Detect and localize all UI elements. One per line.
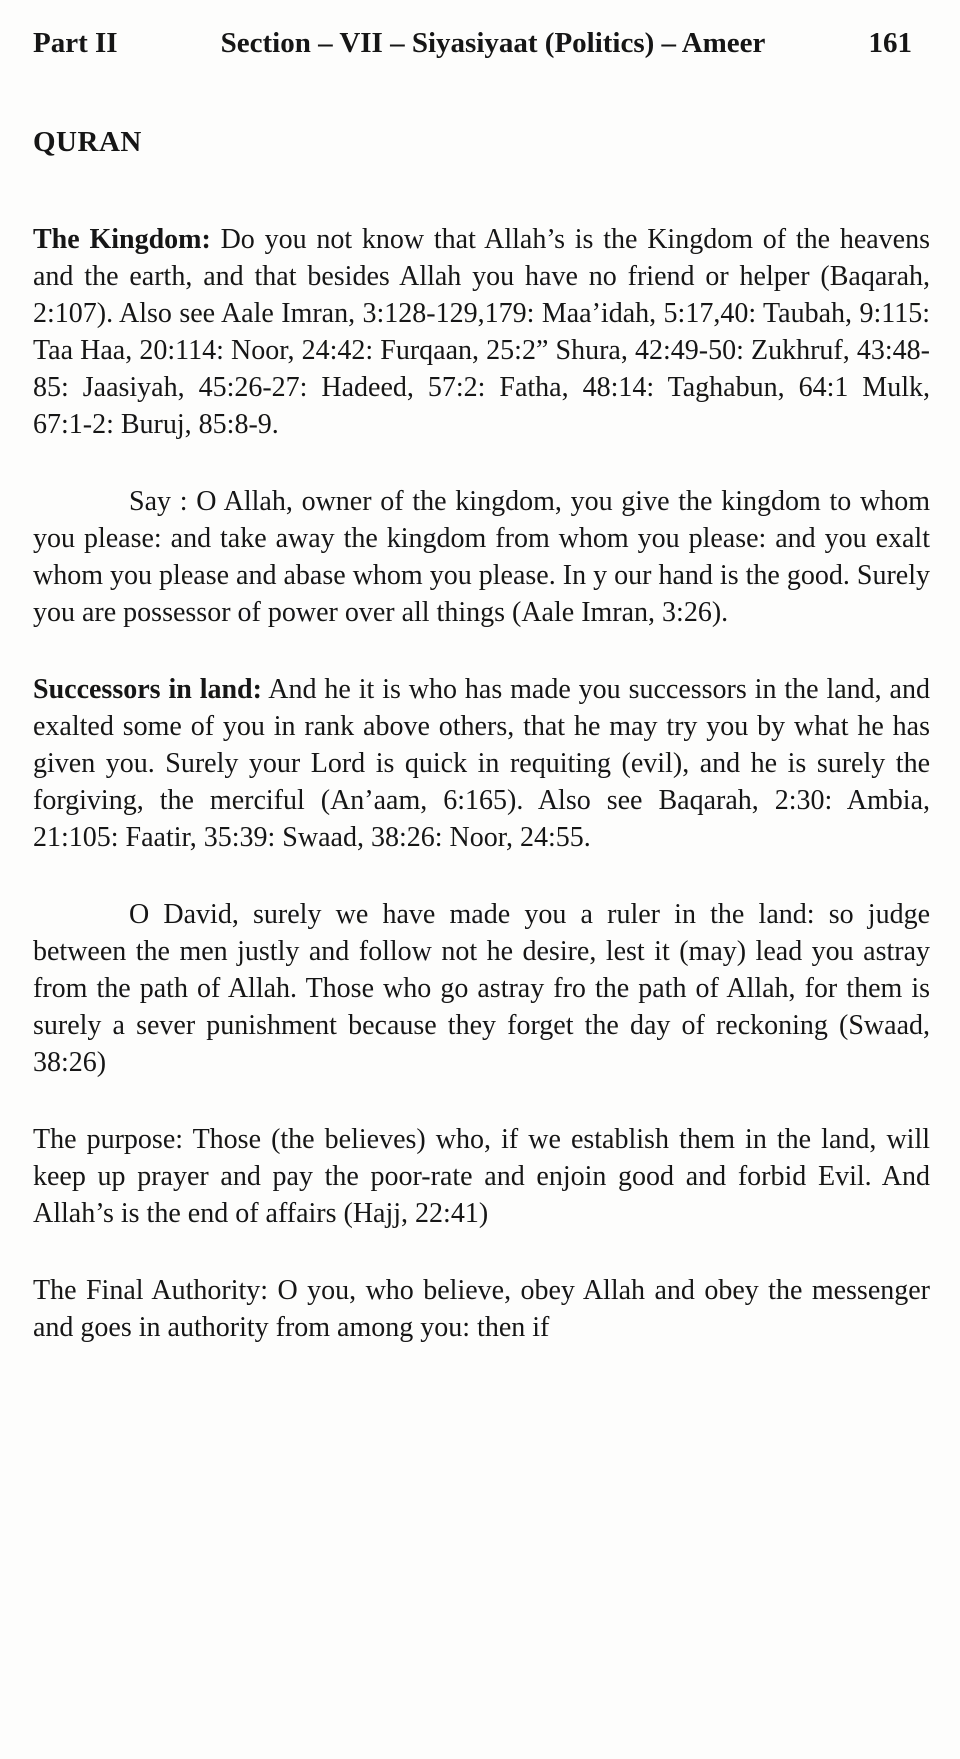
header-page-number: 161 [868, 27, 912, 59]
paragraph-text: Do you not know that Allah’s is the Kingdom of the heavens and the earth, and that besides Allah you have no friend or helper (Baqarah, 2:107). Also see Aale Imran, 3:128-129,179: Maa’idah, 5:17,40: Taubah, 9:115: Taa Haa, 20:114: Noor, 24:42: Furqaan, 25:2” Shura, 42:49-50: Zukhruf, 43:48-85: Jaasiyah, 45:26-27: Hadeed, 57:2: Fatha, 48:14: Taghabun, 64:1 Mulk, 67:1-2: Buruj, 85:8-9. [33, 224, 931, 440]
paragraph-lead-successors-in-land: Successors in land: [33, 674, 262, 705]
paragraph-text: Say : O Allah, owner of the kingdom, you give the kingdom to whom you please: and take away the kingdom from whom you please: and you exalt whom you please and abase whom you please. In y our hand is the good. Surely you are possessor of power over all things (Aale Imran, 3:26). [33, 486, 930, 628]
header-part-label: Part II [33, 27, 118, 59]
paragraph-text: The purpose: Those (the believes) who, if we establish them in the land, will keep up prayer and pay the poor-rate and enjoin good and forbid Evil. And Allah’s is the end of affairs (Hajj, 22:41) [33, 1124, 930, 1229]
paragraph-lead-the-kingdom: The Kingdom: [33, 224, 211, 255]
paragraph-text: The Final Authority: O you, who believe, obey Allah and obey the messenger and goes in authority from among you: then if [33, 1275, 930, 1343]
paragraph-final-authority [33, 1272, 930, 1346]
paragraph-say-o-allah [33, 483, 930, 631]
paragraph-o-david [33, 896, 930, 1081]
section-heading-quran: QURAN [33, 126, 142, 158]
paragraph-text: And he it is who has made you successors in the land, and exalted some of you in rank above others, that he may try you by what he has given you. Surely your Lord is quick in requiting (evil), and he is surely the forgiving, the merciful (An’aam, 6:165). Also see Baqarah, 2:30: Ambia, 21:105: Faatir, 35:39: Swaad, 38:26: Noor, 24:55. [33, 674, 930, 853]
page-header [33, 26, 930, 60]
paragraph-the-kingdom [33, 221, 930, 443]
paragraph-the-purpose [33, 1121, 930, 1232]
paragraph-successors-in-land [33, 671, 930, 856]
page-body-text [33, 221, 930, 1346]
paragraph-text: O David, surely we have made you a ruler in the land: so judge between the men justly and follow not he desire, lest it (may) lead you astray from the path of Allah. Those who go astray fro the path of Allah, for them is surely a sever punishment because they forget the day of reckoning (Swaad, 38:26) [33, 899, 930, 1078]
header-section-title: Section – VII – Siyasiyaat (Politics) – Ameer [220, 27, 766, 59]
